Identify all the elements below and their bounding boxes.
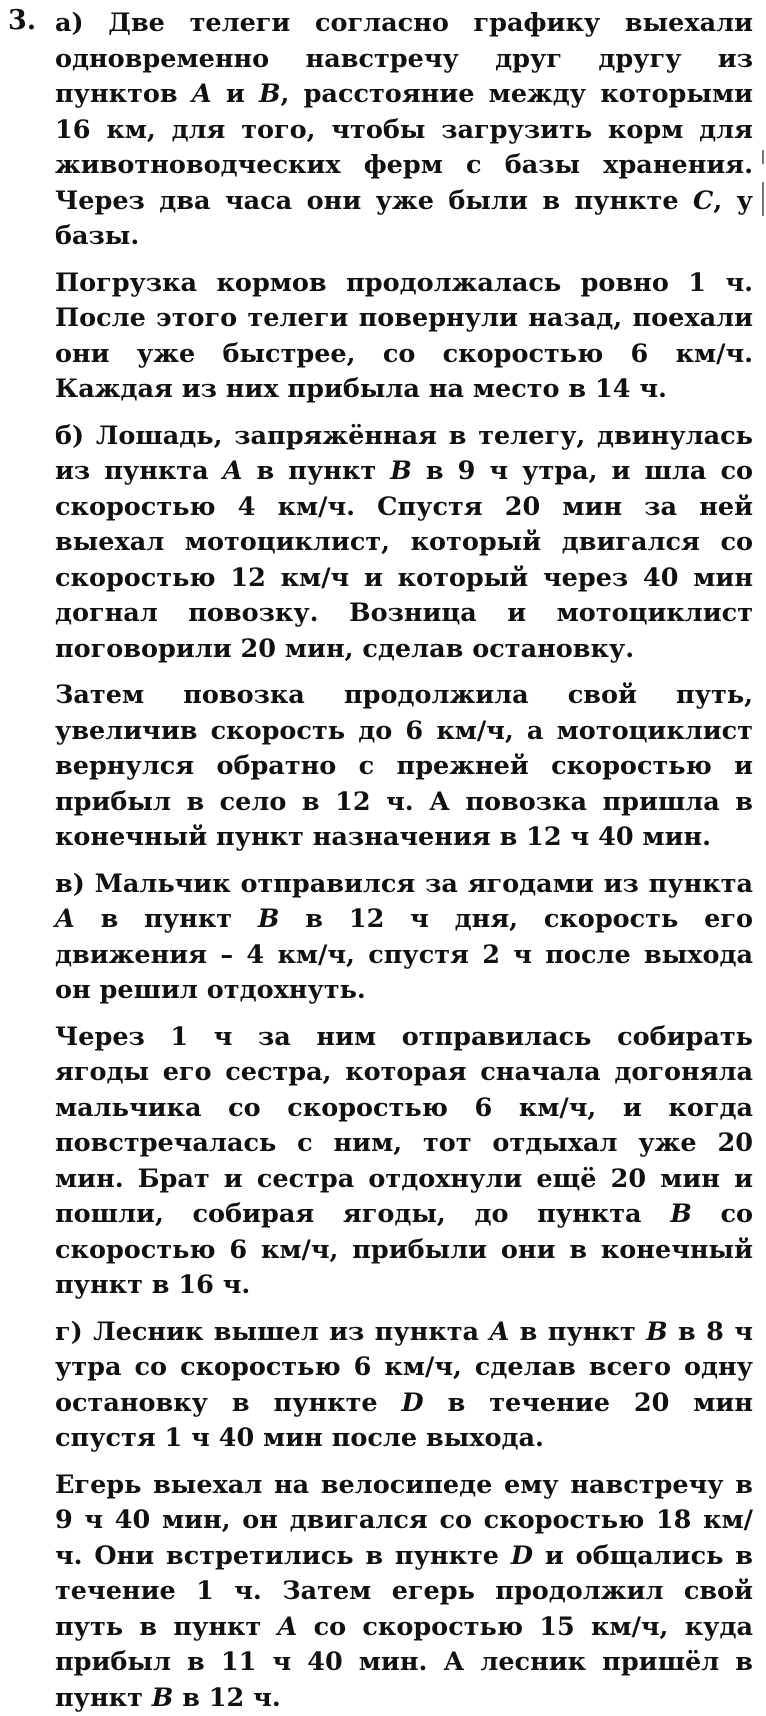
point-label: A (278, 1612, 298, 1642)
point-label: B (152, 1683, 174, 1713)
paragraph-a-1: а) Две телеги согласно графику выехали одновременно навстречу друг другу из пунктов A и B, расстояние между которыми 16 км, для того, чтобы загрузить корм для животноводческих ферм с базы хранения. Через два часа они уже были в пункте C, у базы. (55, 6, 753, 255)
paragraph-c-1: в) Мальчик отправился за ягодами из пункта A в пункт B в 12 ч дня, скорость его движения – 4 км/ч, спустя 2 ч после выхода он решил отдохнуть. (55, 867, 753, 1009)
paragraph-c-2: Через 1 ч за ним отправилась собирать ягоды его сестра, которая сначала догоняла мальчика со скоростью 6 км/ч, и когда повстречалась с ним, тот отдыхал уже 20 мин. Брат и сестра отдохнули ещё 20 мин и пошли, собирая ягоды, до пункта B со скоростью 6 км/ч, прибыли они в конечный пункт в 16 ч. (55, 1020, 753, 1304)
point-label: A (223, 456, 243, 486)
paragraph-b-2: Затем повозка продолжила свой путь, увеличив скорость до 6 км/ч, а мотоциклист вернулся обратно с прежней скоростью и прибыл в село в 12 ч. А повозка пришла в конечный пункт назначения в 12 ч 40 мин. (55, 678, 753, 856)
point-label: A (192, 79, 212, 109)
paragraph-b-1: б) Лошадь, запряжённая в телегу, двинулась из пункта A в пункт B в 9 ч утра, и шла со скоростью 4 км/ч. Спустя 20 мин за ней выехал мотоциклист, который двигался со скоростью 12 км/ч и который через 40 мин догнал повозку. Возница и мотоциклист поговорили 20 мин, сделав остановку. (55, 419, 753, 668)
point-label: D (511, 1541, 533, 1571)
point-label: C (693, 186, 713, 216)
point-label: B (259, 79, 281, 109)
paragraph-d-2: Егерь выехал на велосипеде ему навстречу в 9 ч 40 мин, он двигался со скоростью 18 км/ч. Они встретились в пункте D и общались в течение 1 ч. Затем егерь продолжил свой путь в пункт A со скоростью 15 км/ч, куда прибыл в 11 ч 40 мин. А лесник пришёл в пункт B в 12 ч. (55, 1468, 753, 1716)
scan-edge-mark (762, 150, 764, 164)
problem-number: 3. (8, 4, 36, 38)
point-label: B (670, 1199, 692, 1229)
point-label: B (390, 456, 412, 486)
point-label: D (402, 1388, 424, 1418)
point-label: B (646, 1317, 668, 1347)
paragraph-d-1: г) Лесник вышел из пункта A в пункт B в 8 ч утра со скоростью 6 км/ч, сделав всего одну остановку в пункте D в течение 20 мин спустя 1 ч 40 мин после выхода. (55, 1315, 753, 1457)
problem-text (55, 6, 753, 1716)
point-label: B (258, 904, 280, 934)
scan-edge-mark (762, 182, 764, 216)
point-label: A (489, 1317, 509, 1347)
paragraph-a-2: Погрузка кормов продолжалась ровно 1 ч. После этого телеги повернули назад, поехали они уже быстрее, со скоростью 6 км/ч. Каждая из них прибыла на место в 14 ч. (55, 266, 753, 408)
point-label: A (55, 904, 75, 934)
